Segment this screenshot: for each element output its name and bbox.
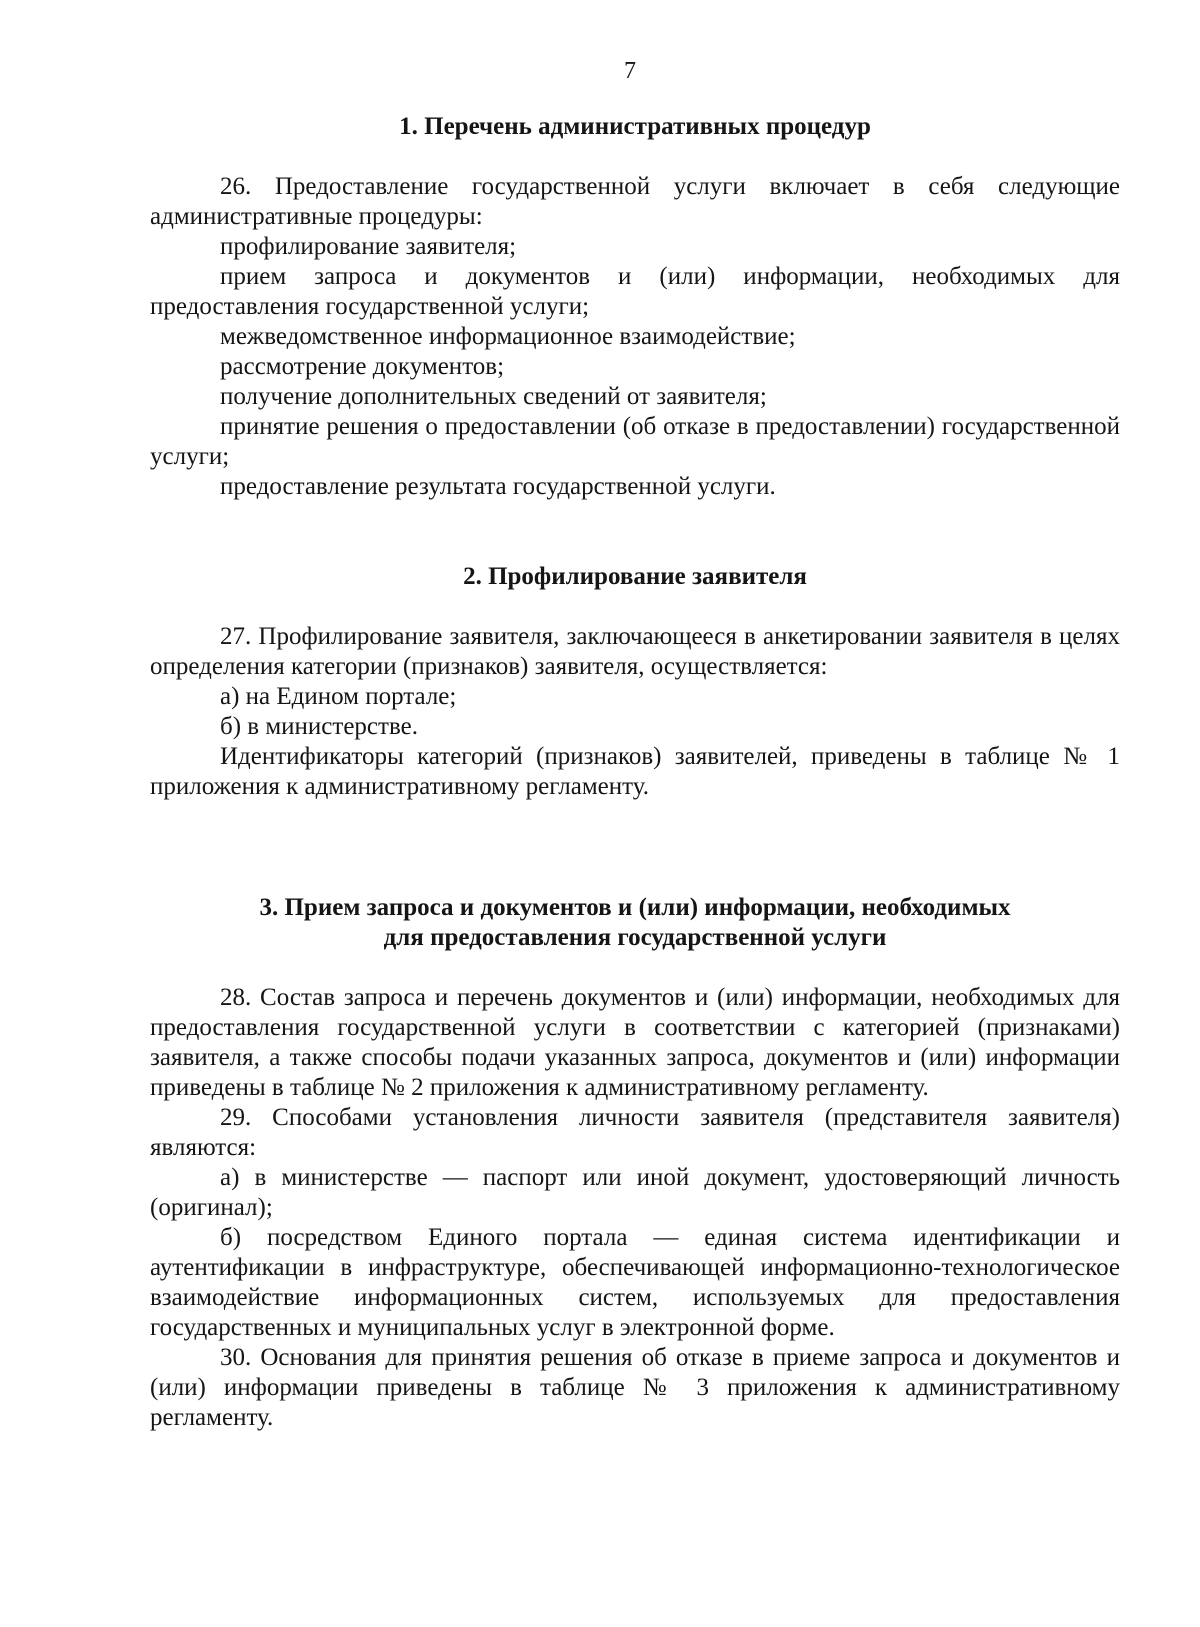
- section-2-heading: [150, 562, 1120, 592]
- section-heading-line: 1. Перечень административных процедур: [399, 113, 871, 140]
- list-item: прием запроса и документов и (или) информации, необходимых для предоставления государственной услуги;: [150, 263, 1120, 320]
- section-3-heading: [150, 893, 1120, 953]
- section-3-body: [150, 983, 1120, 1433]
- paragraph-26: 26. Предоставление государственной услуги включает в себя следующие административные процедуры:: [150, 173, 1120, 230]
- list-item: получение дополнительных сведений от заявителя;: [220, 383, 767, 410]
- section-2-body: [150, 622, 1120, 802]
- list-item: б) посредством Единого портала — единая система идентификации и аутентификации в инфраструктуре, обеспечивающей информационно-технологическое взаимодействие информационных систем, используемых для предоставления государственных и муниципальных услуг в электронной форме.: [150, 1224, 1120, 1341]
- section-1-heading: [150, 112, 1120, 142]
- list-item: а) в министерстве — паспорт или иной документ, удостоверяющий личность (оригинал);: [150, 1164, 1120, 1221]
- list-item: принятие решения о предоставлении (об отказе в предоставлении) государственной услуги;: [150, 413, 1120, 470]
- paragraph-30: 30. Основания для принятия решения об отказе в приеме запроса и документов и (или) информации приведены в таблице № 3 приложения к административному регламенту.: [150, 1344, 1120, 1431]
- page-number: 7: [624, 58, 636, 84]
- list-item: б) в министерстве.: [220, 713, 418, 740]
- section-heading-line: 3. Прием запроса и документов и (или) информации, необходимых: [259, 894, 1011, 921]
- list-item: межведомственное информационное взаимодействие;: [220, 323, 796, 350]
- section-heading-line: 2. Профилирование заявителя: [463, 563, 807, 590]
- list-item: рассмотрение документов;: [220, 353, 505, 380]
- paragraph-identifiers: Идентификаторы категорий (признаков) заявителей, приведены в таблице № 1 приложения к административному регламенту.: [150, 743, 1120, 800]
- paragraph-27: 27. Профилирование заявителя, заключающееся в анкетировании заявителя в целях определения категории (признаков) заявителя, осуществляется:: [150, 623, 1120, 680]
- paragraph-29: 29. Способами установления личности заявителя (представителя заявителя) являются:: [150, 1104, 1120, 1161]
- paragraph-28: 28. Состав запроса и перечень документов и (или) информации, необходимых для предоставления государственной услуги в соответствии с категорией (признаками) заявителя, а также способы подачи указанных запроса, документов и (или) информации приведены в таблице № 2 приложения к административному регламенту.: [150, 984, 1120, 1101]
- section-heading-line: для предоставления государственной услуги: [383, 924, 887, 951]
- list-item: предоставление результата государственной услуги.: [220, 473, 776, 500]
- list-item: профилирование заявителя;: [220, 233, 517, 260]
- section-1-body: [150, 172, 1120, 502]
- list-item: а) на Едином портале;: [220, 683, 457, 710]
